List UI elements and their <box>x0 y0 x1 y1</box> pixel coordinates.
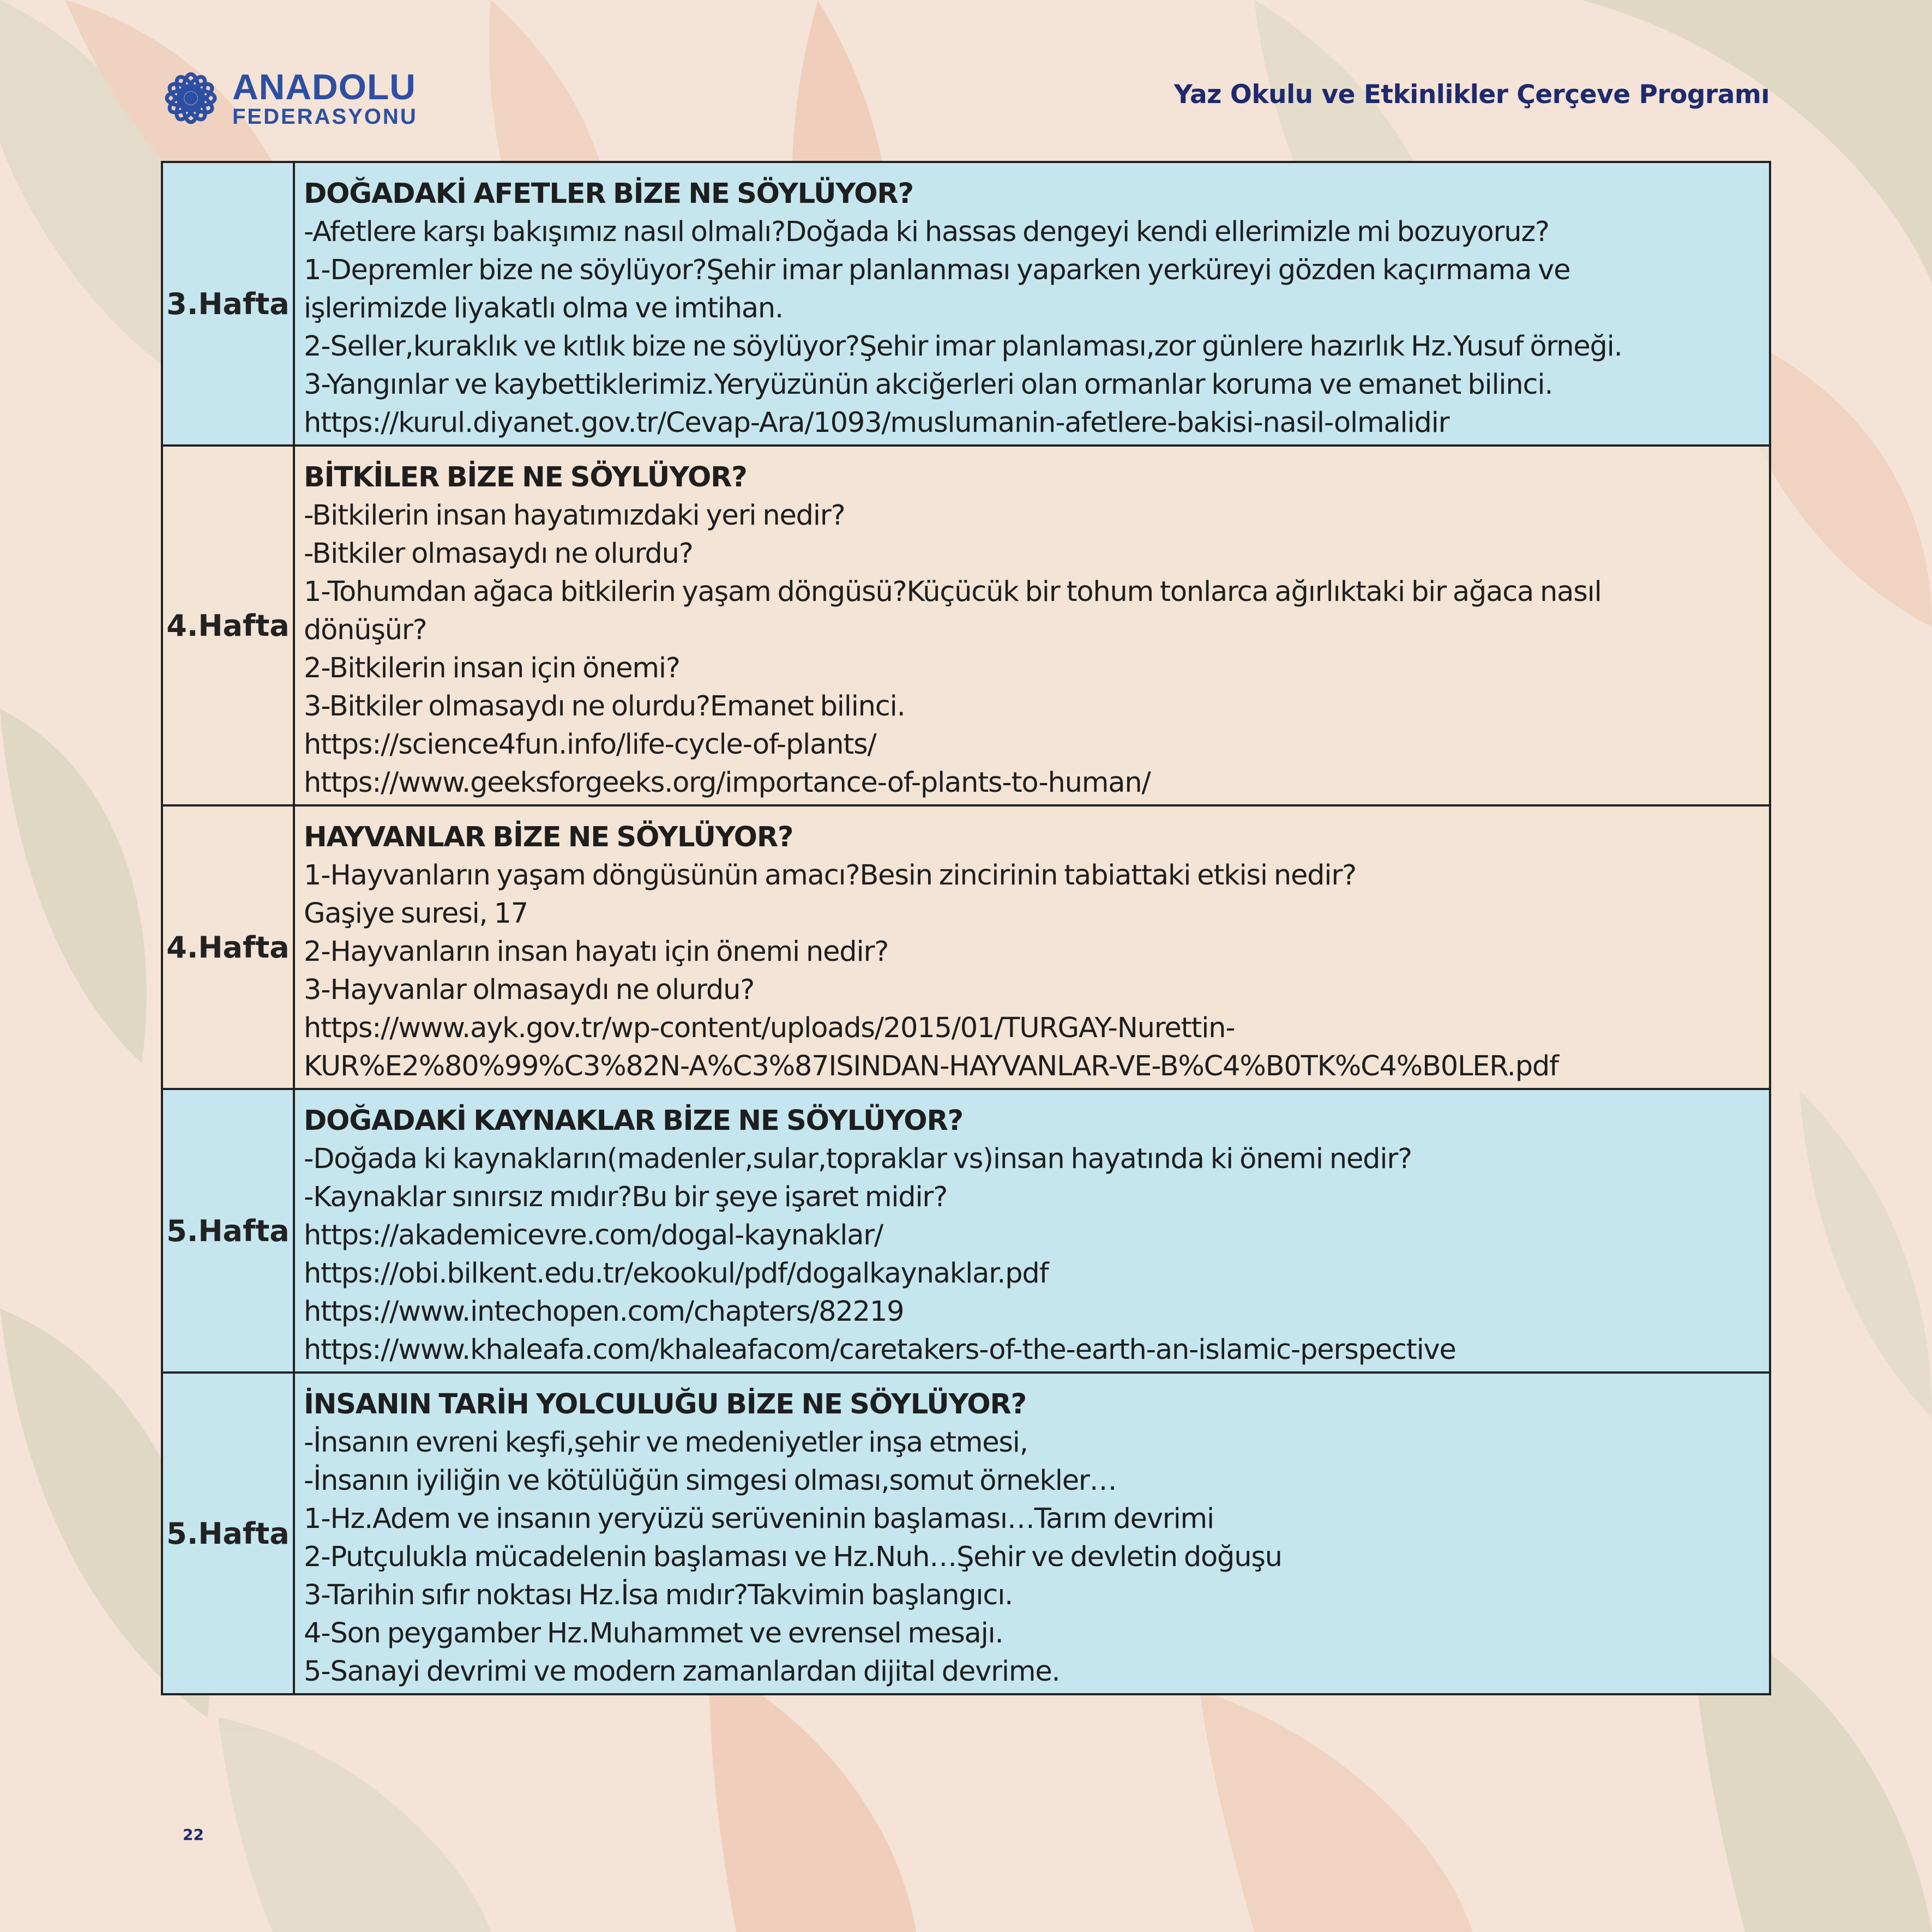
content-line: 1-Hz.Adem ve insanın yeryüzü serüveninin başlaması…Tarım devrimi <box>304 1503 1214 1535</box>
row-title: İNSANIN TARİH YOLCULUĞU BİZE NE SÖYLÜYOR? <box>304 1388 1026 1421</box>
row-title: DOĞADAKİ AFETLER BİZE NE SÖYLÜYOR? <box>304 178 913 210</box>
content-line: 2-Putçulukla mücadelenin başlaması ve Hz.Nuh…Şehir ve devletin doğuşu <box>304 1541 1282 1573</box>
content-line: 2-Seller,kuraklık ve kıtlık bize ne söylüyor?Şehir imar planlaması,zor günlere hazırlık Hz.Yusuf örneği. <box>304 330 1622 363</box>
content-line: 3-Hayvanlar olmasaydı ne olurdu? <box>304 974 755 1006</box>
link-line[interactable]: https://www.intechopen.com/chapters/82219 <box>304 1296 904 1328</box>
content-line: 2-Bitkilerin insan için önemi? <box>304 652 680 684</box>
week-label: 5.Hafta <box>162 1373 294 1694</box>
link-line[interactable]: https://www.ayk.gov.tr/wp-content/uploads/2015/01/TURGAY-Nurettin- <box>304 1012 1235 1044</box>
table-row <box>162 805 1770 1089</box>
link-line[interactable]: https://science4fun.info/life-cycle-of-plants/ <box>304 729 876 761</box>
table-row <box>162 1089 1770 1373</box>
table-row <box>162 162 1770 446</box>
week-label: 5.Hafta <box>162 1089 294 1373</box>
content-line: 4-Son peygamber Hz.Muhammet ve evrensel mesajı. <box>304 1617 1003 1650</box>
link-line[interactable]: https://www.khaleafa.com/khaleafacom/caretakers-of-the-earth-an-islamic-perspective <box>304 1334 1456 1366</box>
page-number: 22 <box>183 1826 204 1844</box>
content-line: işlerimizde liyakatlı olma ve imtihan. <box>304 292 784 324</box>
content-line: 3-Yangınlar ve kaybettiklerimiz.Yeryüzünün akciğerleri olan ormanlar koruma ve emanet bilinci. <box>304 369 1553 401</box>
link-line[interactable]: KUR%E2%80%99%C3%82N-A%C3%87ISINDAN-HAYVANLAR-VE-B%C4%B0TK%C4%B0LER.pdf <box>304 1050 1558 1082</box>
content-line: 2-Hayvanların insan hayatı için önemi nedir? <box>304 936 889 968</box>
content-line: 3-Tarihin sıfır noktası Hz.İsa mıdır?Takvimin başlangıcı. <box>304 1579 1013 1611</box>
row-content <box>294 1373 1770 1694</box>
anadolu-federasyonu-logo <box>158 65 418 131</box>
row-content <box>294 805 1770 1089</box>
link-line[interactable]: https://akademicevre.com/dogal-kaynaklar/ <box>304 1219 883 1251</box>
week-label: 3.Hafta <box>162 162 294 446</box>
row-title: DOĞADAKİ KAYNAKLAR BİZE NE SÖYLÜYOR? <box>304 1105 963 1137</box>
week-label: 4.Hafta <box>162 446 294 805</box>
document-title: Yaz Okulu ve Etkinlikler Çerçeve Programı <box>1173 80 1770 110</box>
logo-name: ANADOLU <box>232 67 416 107</box>
table-row <box>162 446 1770 805</box>
row-content <box>294 1089 1770 1373</box>
row-title: BİTKİLER BİZE NE SÖYLÜYOR? <box>304 461 747 493</box>
content-line: 1-Hayvanların yaşam döngüsünün amacı?Besin zincirinin tabiattaki etkisi nedir? <box>304 859 1356 892</box>
content-line: 1-Depremler bize ne söylüyor?Şehir imar planlanması yaparken yerküreyi gözden kaçırmama ve <box>304 254 1570 286</box>
row-content <box>294 162 1770 446</box>
content-line: 3-Bitkiler olmasaydı ne olurdu?Emanet bilinci. <box>304 690 905 723</box>
content-line: -Kaynaklar sınırsız mıdır?Bu bir şeye işaret midir? <box>304 1181 948 1213</box>
content-line: Gaşiye suresi, 17 <box>304 898 528 930</box>
content-line: 1-Tohumdan ağaca bitkilerin yaşam döngüsü?Küçücük bir tohum tonlarca ağırlıktaki bir ağaca nasıl <box>304 576 1602 608</box>
row-content <box>294 446 1770 805</box>
content-line: -Bitkilerin insan hayatımızdaki yeri nedir? <box>304 499 845 532</box>
content-line: 5-Sanayi devrimi ve modern zamanlardan dijital devrime. <box>304 1656 1060 1688</box>
link-line[interactable]: https://www.geeksforgeeks.org/importance-of-plants-to-human/ <box>304 767 1151 799</box>
table-row <box>162 1373 1770 1694</box>
content-line: -Afetlere karşı bakışımız nasıl olmalı?Doğada ki hassas dengeyi kendi ellerimizle mi bozuyoruz? <box>304 216 1549 248</box>
content-line: -İnsanın evreni keşfi,şehir ve medeniyetler inşa etmesi, <box>304 1427 1028 1459</box>
content-line: -Bitkiler olmasaydı ne olurdu? <box>304 538 693 570</box>
content-line: -Doğada ki kaynakların(madenler,sular,topraklar vs)insan hayatında ki önemi nedir? <box>304 1143 1412 1175</box>
logo-subtitle: FEDERASYONU <box>232 105 418 129</box>
link-line[interactable]: https://kurul.diyanet.gov.tr/Cevap-Ara/1093/muslumanin-afetlere-bakisi-nasil-olmalidir <box>304 407 1449 439</box>
week-label: 4.Hafta <box>162 805 294 1089</box>
content-line: dönüşür? <box>304 614 427 646</box>
row-title: HAYVANLAR BİZE NE SÖYLÜYOR? <box>304 821 793 853</box>
link-line[interactable]: https://obi.bilkent.edu.tr/ekookul/pdf/dogalkaynaklar.pdf <box>304 1257 1049 1290</box>
program-table <box>161 161 1771 1695</box>
content-line: -İnsanın iyiliğin ve kötülüğün simgesi olması,somut örnekler… <box>304 1465 1117 1497</box>
logo-star-icon <box>158 65 224 131</box>
